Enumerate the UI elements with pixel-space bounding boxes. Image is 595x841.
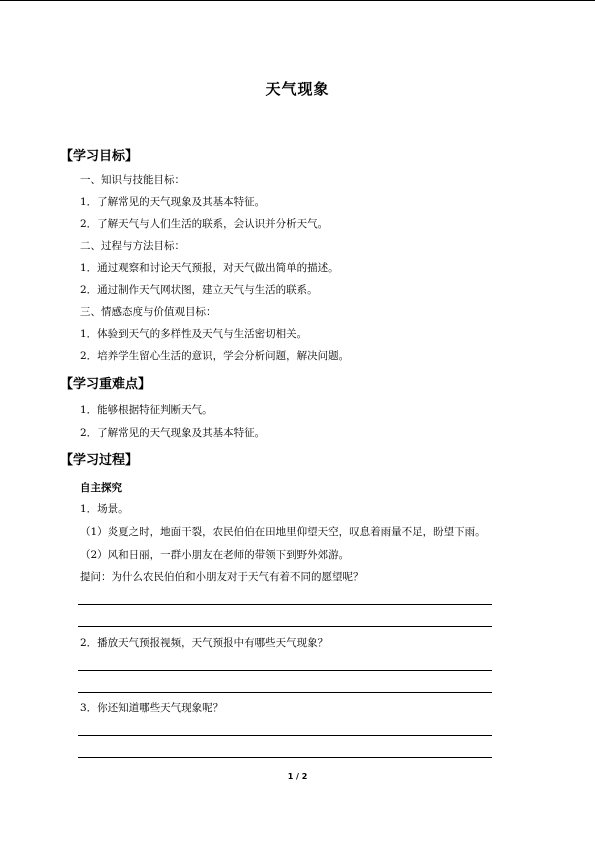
section-heading-process: 【学习过程】 <box>60 453 139 468</box>
document-title: 天气现象 <box>265 80 330 98</box>
goals-line: 三、情感态度与价值观目标： <box>80 306 217 318</box>
goals-line: 二、过程与方法目标： <box>80 240 185 252</box>
section-heading-key-points: 【学习重难点】 <box>60 377 152 392</box>
key-point-line: 2．了解常见的天气现象及其基本特征。 <box>80 427 266 439</box>
section-heading-goals: 【学习目标】 <box>60 149 139 164</box>
question-line: 提问：为什么农民伯伯和小朋友对于天气有着不同的愿望呢？ <box>80 571 364 583</box>
goals-line: 1．通过观察和讨论天气预报，对天气做出简单的描述。 <box>80 262 339 274</box>
process-line: （1）炎夏之时，地面干裂，农民伯伯在田地里仰望天空，叹息着雨量不足，盼望下雨。 <box>80 526 486 538</box>
goals-line: 2．了解天气与人们生活的联系，会认识并分析天气。 <box>80 218 329 230</box>
answer-blank-line <box>78 604 492 605</box>
goals-line: 1．了解常见的天气现象及其基本特征。 <box>80 196 266 208</box>
goals-line: 一、知识与技能目标： <box>80 174 185 186</box>
process-line: （2）风和日丽，一群小朋友在老师的带领下到野外郊游。 <box>80 549 350 561</box>
answer-blank-line <box>78 692 492 693</box>
answer-blank-line <box>78 626 492 627</box>
question-line: 3．你还知道哪些天气现象呢？ <box>80 702 224 714</box>
page-number: 1 / 2 <box>287 772 308 781</box>
goals-line: 2．通过制作天气网状图，建立天气与生活的联系。 <box>80 284 318 296</box>
answer-blank-line <box>78 670 492 671</box>
goals-line: 2．培养学生留心生活的意识，学会分析问题，解决问题。 <box>80 350 350 362</box>
top-border-rule <box>0 0 595 1</box>
key-point-line: 1．能够根据特征判断天气。 <box>80 404 213 416</box>
answer-blank-line <box>78 735 492 736</box>
subheading-self-exploration: 自主探究 <box>80 482 122 494</box>
question-line: 2．播放天气预报视频，天气预报中有哪些天气现象？ <box>80 637 329 649</box>
process-line: 1．场景。 <box>80 503 129 515</box>
answer-blank-line <box>78 757 492 758</box>
goals-line: 1．体验到天气的多样性及天气与生活密切相关。 <box>80 328 308 340</box>
